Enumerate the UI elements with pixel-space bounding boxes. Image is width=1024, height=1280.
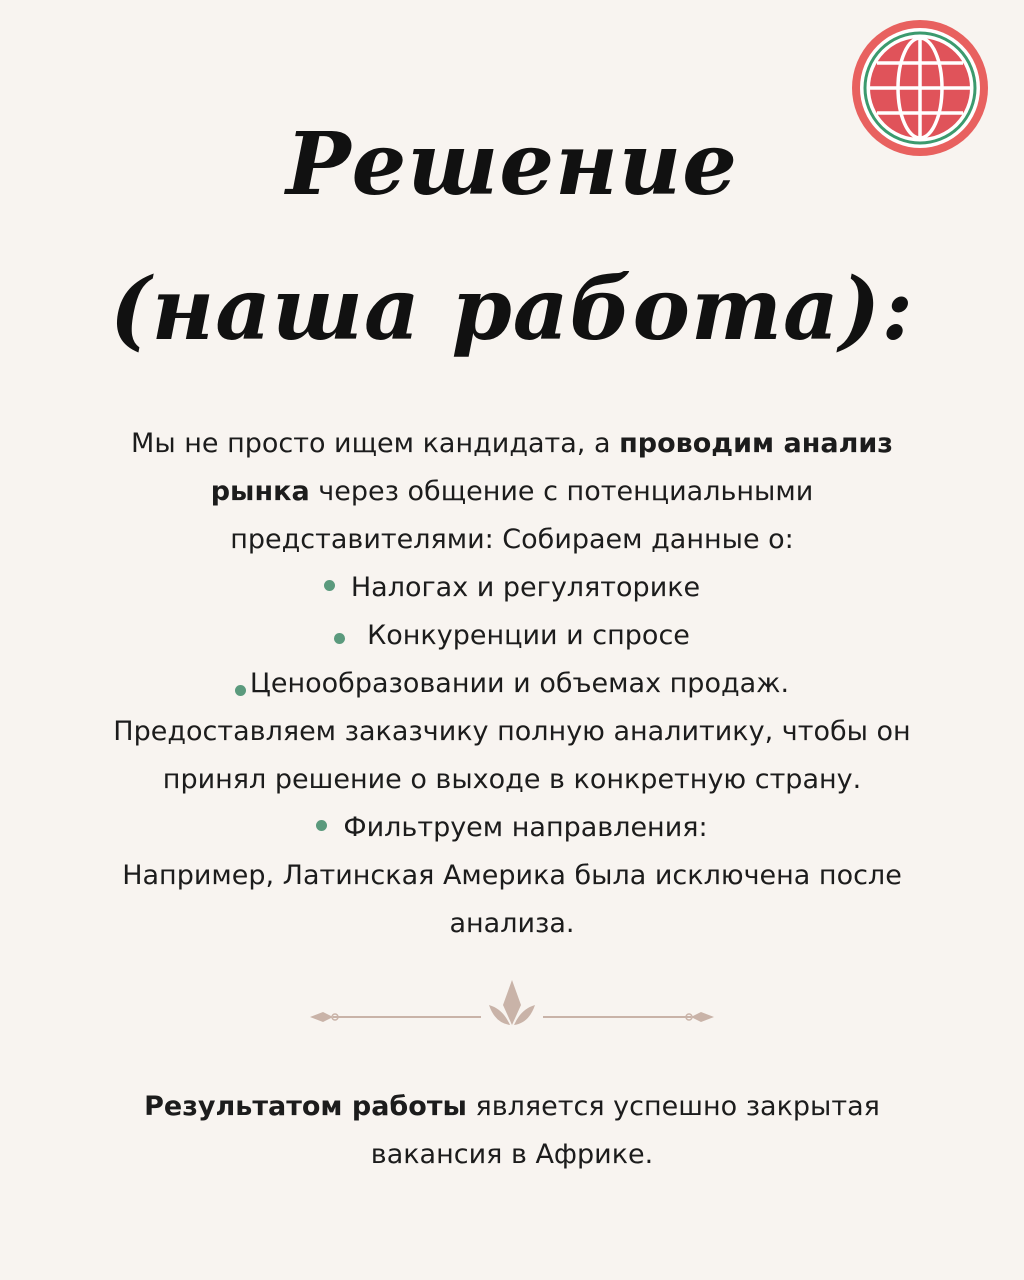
result-line-1: Результатом работы является успешно закрытая [144,1091,880,1122]
result-bold: Результатом работы [144,1091,467,1122]
list-item: Налогах и регуляторике [100,564,924,612]
page-title: Решение [285,114,739,215]
solution-description [100,420,924,948]
intro-line-3: представителями: Собираем данные о: [230,524,794,555]
list-item: Фильтруем направления: [100,804,924,852]
example-line-2: анализа. [449,908,575,939]
result-statement [100,1083,924,1179]
bullet-dot-icon [316,820,327,831]
analytics-line-1: Предоставляем заказчику полную аналитику, чтобы он [113,716,911,747]
intro-bold-1: проводим анализ [619,428,893,459]
ornament-divider-icon [305,975,719,1035]
list-item: Конкуренции и спросе [100,612,924,660]
page-subtitle: (наша работа): [109,259,915,360]
bullet-dot-icon [235,685,246,696]
analytics-line-2: принял решение о выходе в конкретную страну. [162,764,862,795]
intro-line-1: Мы не просто ищем кандидата, а проводим анализ [131,428,893,459]
result-line-2: вакансия в Африке. [370,1139,654,1170]
example-line-1: Например, Латинская Америка была исключена после [122,860,902,891]
intro-bold-2: рынка [210,476,310,507]
list-item: Ценообразовании и объемах продаж. [100,660,924,708]
bullet-dot-icon [334,633,345,644]
bullet-dot-icon [324,580,335,591]
intro-line-2: рынка через общение с потенциальными [210,476,814,507]
